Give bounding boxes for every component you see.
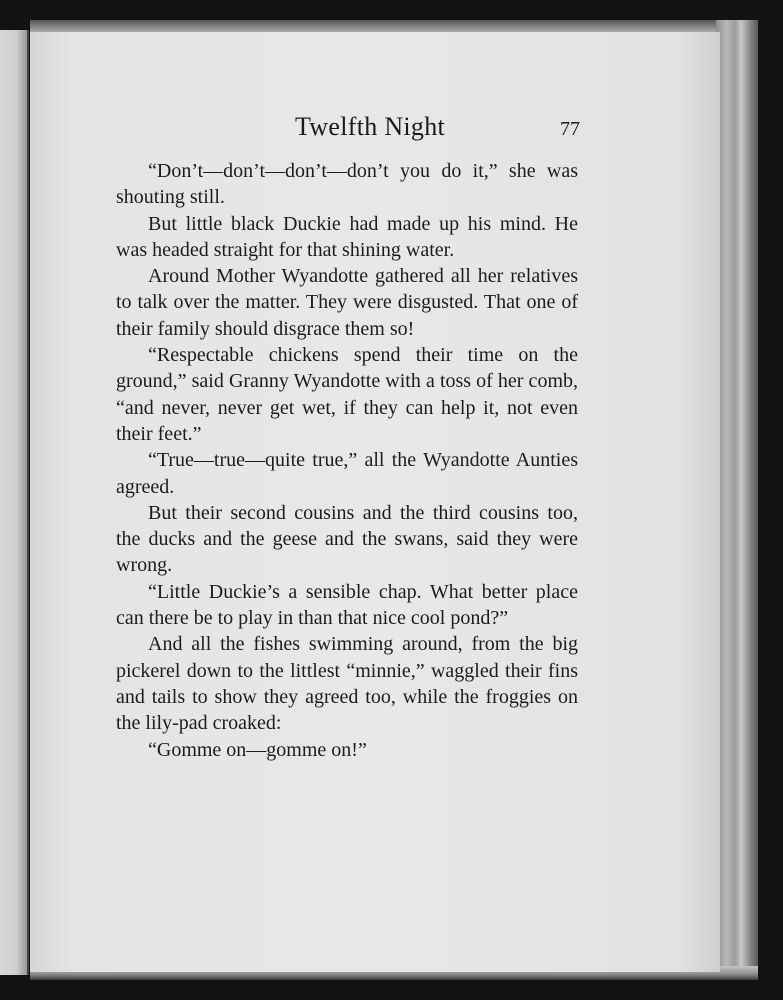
paragraph: “Respectable chickens spend their time on the ground,” said Granny Wyandotte with a toss of her comb, “and never, never get wet, if they can help it, not even their feet.”: [116, 344, 578, 445]
paragraph: “True—true—quite true,” all the Wyandotte Aunties agreed.: [116, 449, 578, 498]
paragraph: But their second cousins and the third cousins too, the ducks and the geese and the swans, said they were wrong.: [116, 501, 578, 577]
paragraph: “Don’t—don’t—don’t—don’t you do it,” she was shouting still.: [116, 160, 578, 209]
page-header: [0, 112, 783, 152]
running-title: Twelfth Night: [294, 112, 446, 141]
paragraph: But little black Duckie had made up his mind. He was headed straight for that shining water.: [116, 212, 578, 261]
paragraph: And all the fishes swimming around, from the big pickerel down to the littlest “minnie,” waggled their fins and tails to show they agreed too, while the froggies on the lily-pad croaked:: [116, 633, 578, 735]
paragraph: “Little Duckie’s a sensible chap. What better place can there be to play in than that nice cool pond?”: [116, 580, 578, 630]
book-cover-right-edge: [716, 20, 758, 980]
body-text: [116, 158, 578, 763]
paragraph: “Gomme on—gomme on!”: [148, 738, 367, 761]
paragraph: Around Mother Wyandotte gathered all her relatives to talk over the matter. They were disgusted. That one of their family should disgrace them so!: [116, 265, 578, 340]
page-number: 77: [560, 118, 580, 140]
left-page-edge: [0, 30, 29, 975]
